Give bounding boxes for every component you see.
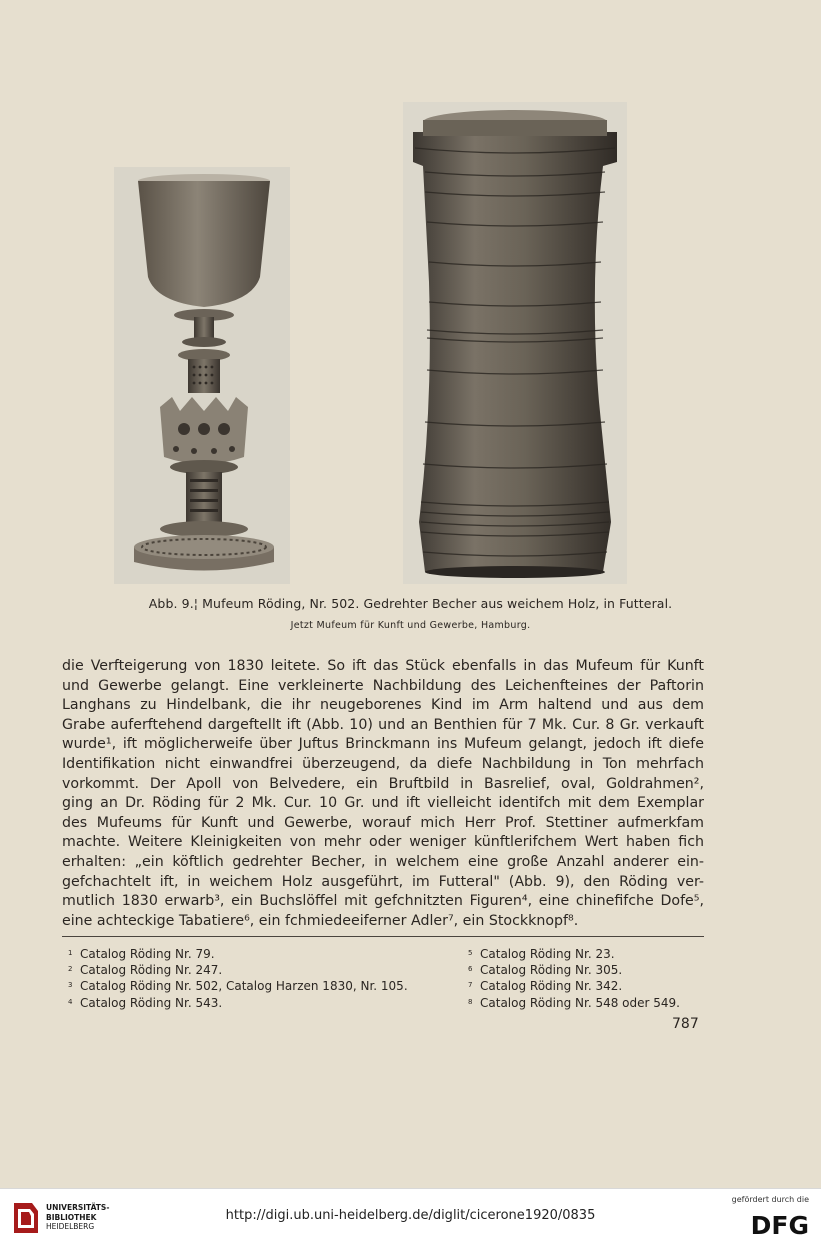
- dfg-logo[interactable]: DFG: [750, 1211, 809, 1240]
- footnote: 8 Catalog Röding Nr. 548 oder 549.: [468, 995, 680, 1010]
- footnote-divider: [62, 936, 704, 937]
- text-line: machte. Weitere Kleinigkeiten von mehr oder weniger künftlerifchem Wert haben fich: [62, 834, 704, 851]
- text-line: mutlich 1830 erwarb³, ein Buchslöffel mit gefchnitzten Figuren⁴, eine chinefifche Dofe⁵,: [62, 893, 704, 910]
- text-line: erhalten: „ein köftlich gedrehter Becher, in welchem eine große Anzahl anderer ein-: [62, 853, 704, 870]
- text-line: die Verfteigerung von 1830 leitete. So ift das Stück ebenfalls in das Mufeum für Kunft: [62, 658, 704, 674]
- text-line: vorkommt. Der Apoll von Belvedere, ein Bruftbild in Basrelief, oval, Goldrahmen²,: [62, 775, 704, 792]
- footnote: 7 Catalog Röding Nr. 342.: [468, 979, 623, 994]
- footnotes-left: [68, 946, 448, 1011]
- text-line: Langhans zu Hindelbank, die ihr neugeborenes Kind im Arm haltend und aus dem: [62, 697, 704, 714]
- permalink-url: [0, 1208, 821, 1223]
- viewer-footer: [0, 1188, 821, 1248]
- text-line: des Mufeums für Kunft und Gewerbe, worauf mich Herr Prof. Stettiner aufmerkfam: [62, 814, 704, 831]
- futteral-photo: [403, 102, 627, 584]
- figure-caption: Abb. 9.¦ Mufeum Röding, Nr. 502. Gedrehter Becher aus weichem Holz, in Futteral.: [148, 596, 673, 611]
- university-name[interactable]: UNIVERSITÄTS- BIBLIOTHEK HEIDELBERG: [46, 1203, 110, 1231]
- funding-label: gefördert durch die: [731, 1195, 809, 1204]
- text-line: ging an Dr. Röding für 2 Mk. Cur. 10 Gr. und ift vielleicht identifch mit dem Exemplar: [62, 795, 704, 812]
- footnote: 5 Catalog Röding Nr. 23.: [468, 947, 615, 961]
- footnote: 1 Catalog Röding Nr. 79.: [68, 947, 215, 961]
- footnote: 2 Catalog Röding Nr. 247.: [68, 963, 223, 978]
- text-line: Identifikation nicht einwandfrei überzeugend, da diefe Nachbildung in Ton mehrfach: [62, 755, 704, 772]
- footnote: 6 Catalog Röding Nr. 305.: [468, 963, 623, 978]
- text-line: gefchachtelt ift, in weichem Holz ausgeführt, im Futteral" (Abb. 9), den Röding ver-: [62, 873, 704, 890]
- footnote: 4 Catalog Röding Nr. 543.: [68, 995, 223, 1010]
- text-line: Grabe auferftehend dargeftellt ift (Abb. 10) und an Benthien für 7 Mk. Cur. 8 Gr. verkauft: [62, 716, 704, 733]
- permalink-link[interactable]: http://digi.ub.uni-heidelberg.de/diglit/cicerone1920/0835: [225, 1208, 596, 1223]
- footnotes-right: [468, 946, 708, 1011]
- goblet-photo: [114, 167, 290, 584]
- figure-subcaption: Jetzt Mufeum für Kunft und Gewerbe, Hamburg.: [290, 620, 531, 631]
- text-line: eine achteckige Tabatiere⁶, ein fchmiedeeiferner Adler⁷, ein Stockknopf⁸.: [62, 912, 579, 929]
- text-line: und Gewerbe gelangt. Eine verkleinerte Nachbildung des Leichenfteines der Paftorin: [62, 677, 704, 694]
- footnote: 3 Catalog Röding Nr. 502, Catalog Harzen 1830, Nr. 105.: [68, 979, 408, 994]
- body-text: [62, 657, 704, 931]
- text-line: wurde¹, ift möglicherweife über Juftus Brinckmann ins Mufeum gelangt, jedoch ift diefe: [62, 736, 704, 753]
- page-number: 787: [672, 1016, 699, 1032]
